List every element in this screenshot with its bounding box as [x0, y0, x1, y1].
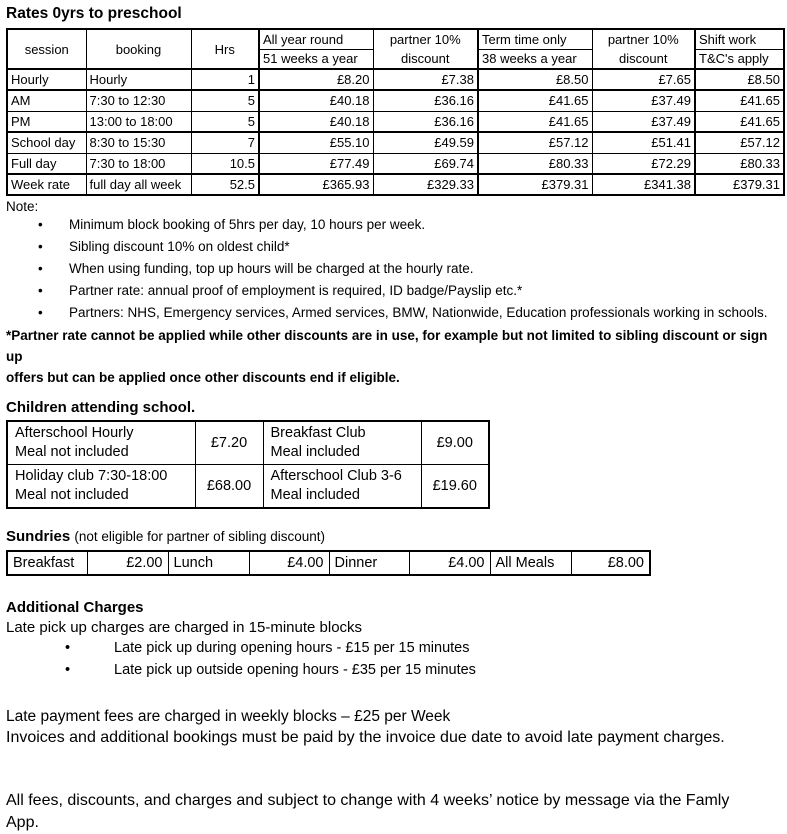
- bullet-icon: [65, 638, 114, 660]
- col-header-partner-discount-2-line1: partner 10%: [607, 32, 679, 47]
- rates-table-body: [7, 69, 784, 195]
- school-service-cell: [263, 465, 421, 509]
- bullet-icon: [38, 236, 69, 258]
- sundries-table: [6, 550, 651, 576]
- bullet-icon: [38, 280, 69, 302]
- cell-price-allyear-partner: £36.16: [373, 111, 478, 132]
- col-header-booking: booking: [86, 29, 191, 69]
- rates-row-am: [7, 90, 784, 111]
- cell-price-allyear-partner: £7.38: [373, 69, 478, 90]
- cell-booking: 13:00 to 18:00: [86, 111, 191, 132]
- col-header-partner-discount-2-line2: discount: [619, 51, 668, 66]
- rates-row-school-day: [7, 132, 784, 153]
- cell-booking: Hourly: [86, 69, 191, 90]
- col-subheader-51-weeks: 51 weeks a year: [259, 49, 373, 69]
- rates-row-full-day: [7, 153, 784, 174]
- rates-table-header: [7, 29, 784, 69]
- school-price-cell: £9.00: [421, 421, 489, 465]
- rates-row-week-rate: [7, 174, 784, 195]
- note-bullet-text: Partner rate: annual proof of employment is required, ID badge/Payslip etc.*: [69, 283, 523, 298]
- note-bullet: [6, 236, 782, 258]
- rates-row-pm: [7, 111, 784, 132]
- school-service-cell: [7, 465, 195, 509]
- sundry-price: £4.00: [249, 551, 329, 575]
- sundry-price: £4.00: [409, 551, 490, 575]
- cell-price-term-partner: £7.65: [592, 69, 695, 90]
- cell-price-allyear-partner: £69.74: [373, 153, 478, 174]
- sundries-row: [7, 551, 650, 575]
- cell-price-term: £8.50: [478, 69, 592, 90]
- late-pickup-bullet-text: Late pick up outside opening hours - £35 per 15 minutes: [114, 661, 476, 678]
- service-name: Holiday club 7:30-18:00: [15, 468, 168, 484]
- cell-price-shift: £41.65: [695, 111, 784, 132]
- late-pickup-bullet-text: Late pick up during opening hours - £15 per 15 minutes: [114, 640, 470, 656]
- cell-price-shift: £80.33: [695, 153, 784, 174]
- bullet-icon: [38, 302, 69, 324]
- cell-price-shift: £8.50: [695, 69, 784, 90]
- col-header-partner-discount-1-line1: partner 10%: [389, 32, 461, 47]
- cell-hrs: 52.5: [191, 174, 259, 195]
- col-header-partner-discount-1: [373, 29, 478, 69]
- service-name: Afterschool Hourly: [15, 425, 134, 441]
- col-header-partner-discount-2: [592, 29, 695, 69]
- col-header-all-year-round: All year round: [259, 29, 373, 49]
- sundry-label: All Meals: [490, 551, 571, 575]
- late-pickup-bullet: [6, 660, 782, 682]
- cell-price-term: £57.12: [478, 132, 592, 153]
- cell-session: School day: [7, 132, 86, 153]
- cell-price-term-partner: £51.41: [592, 132, 695, 153]
- cell-price-allyear: £40.18: [259, 90, 373, 111]
- cell-price-allyear: £55.10: [259, 132, 373, 153]
- col-header-term-time: Term time only: [478, 29, 592, 49]
- note-bullet-text: Minimum block booking of 5hrs per day, 10 hours per week.: [69, 217, 426, 232]
- cell-price-term-partner: £37.49: [592, 111, 695, 132]
- sundries-subtitle: (not eligible for partner of sibling discount): [74, 529, 325, 544]
- bullet-icon: [38, 214, 69, 236]
- note-bullet-text: Partners: NHS, Emergency services, Armed services, BMW, Nationwide, Education professionals working in schools.: [69, 305, 768, 320]
- school-row: [7, 465, 489, 509]
- col-header-partner-discount-1-line2: discount: [401, 51, 450, 66]
- col-subheader-tcs-apply: T&C's apply: [695, 49, 784, 69]
- cell-price-shift: £379.31: [695, 174, 784, 195]
- note-label: Note:: [6, 199, 39, 214]
- note-bullet: [6, 258, 782, 280]
- cell-price-term: £379.31: [478, 174, 592, 195]
- cell-session: Week rate: [7, 174, 86, 195]
- cell-price-term-partner: £72.29: [592, 153, 695, 174]
- sundry-label: Breakfast: [7, 551, 87, 575]
- cell-price-shift: £57.12: [695, 132, 784, 153]
- sundry-price: £2.00: [87, 551, 168, 575]
- cell-hrs: 1: [191, 69, 259, 90]
- cell-price-term-partner: £341.38: [592, 174, 695, 195]
- school-price-cell: £7.20: [195, 421, 263, 465]
- cell-hrs: 5: [191, 111, 259, 132]
- note-bullet: [6, 214, 782, 236]
- bullet-icon: [65, 660, 114, 682]
- cell-price-allyear: £8.20: [259, 69, 373, 90]
- col-header-session: session: [7, 29, 86, 69]
- rates-table: [6, 28, 785, 196]
- col-header-shift-work: Shift work: [695, 29, 784, 49]
- service-meal-note: Meal not included: [15, 444, 129, 460]
- additional-charges-title: Additional Charges: [6, 599, 144, 616]
- late-pickup-intro: Late pick up charges are charged in 15-minute blocks: [6, 619, 363, 636]
- cell-hrs: 5: [191, 90, 259, 111]
- service-name: Breakfast Club: [270, 425, 366, 441]
- partner-rate-note: [6, 325, 782, 388]
- cell-session: Hourly: [7, 69, 86, 90]
- change-notice-line1: All fees, discounts, and charges and subject to change with 4 weeks’ notice by message via the Famly: [6, 792, 730, 809]
- change-notice-line2: App.: [6, 814, 39, 831]
- school-service-cell: [263, 421, 421, 465]
- cell-booking: 7:30 to 12:30: [86, 90, 191, 111]
- cell-booking: full day all week: [86, 174, 191, 195]
- sundry-price: £8.00: [571, 551, 650, 575]
- cell-booking: 7:30 to 18:00: [86, 153, 191, 174]
- cell-price-shift: £41.65: [695, 90, 784, 111]
- cell-price-allyear-partner: £36.16: [373, 90, 478, 111]
- col-header-hrs: Hrs: [191, 29, 259, 69]
- sundries-section-title: [6, 528, 782, 545]
- school-section-title: Children attending school.: [6, 399, 196, 416]
- invoices-text: Invoices and additional bookings must be paid by the invoice due date to avoid late payment charges.: [6, 729, 725, 746]
- cell-price-allyear-partner: £49.59: [373, 132, 478, 153]
- school-price-cell: £68.00: [195, 465, 263, 509]
- school-service-cell: [7, 421, 195, 465]
- school-rates-table: [6, 420, 490, 509]
- cell-price-term-partner: £37.49: [592, 90, 695, 111]
- sundries-title-text: Sundries: [6, 528, 71, 545]
- service-meal-note: Meal not included: [15, 487, 129, 503]
- change-notice-text: [6, 790, 782, 834]
- service-name: Afterschool Club 3-6: [270, 468, 402, 484]
- note-bullet: [6, 302, 782, 324]
- late-payment-fees-text: Late payment fees are charged in weekly blocks – £25 per Week: [6, 708, 451, 725]
- cell-price-term: £41.65: [478, 111, 592, 132]
- school-price-cell: £19.60: [421, 465, 489, 509]
- cell-hrs: 10.5: [191, 153, 259, 174]
- late-pickup-bullet: [6, 638, 782, 660]
- cell-session: PM: [7, 111, 86, 132]
- header-row-1: [7, 29, 784, 49]
- cell-session: AM: [7, 90, 86, 111]
- note-bullet: [6, 280, 782, 302]
- partner-rate-note-line1: *Partner rate cannot be applied while other discounts are in use, for example but not limited to sibling discount or sign up: [6, 328, 768, 364]
- cell-booking: 8:30 to 15:30: [86, 132, 191, 153]
- cell-price-allyear: £40.18: [259, 111, 373, 132]
- bullet-icon: [38, 258, 69, 280]
- cell-price-term: £41.65: [478, 90, 592, 111]
- cell-price-allyear: £365.93: [259, 174, 373, 195]
- sundry-label: Dinner: [329, 551, 409, 575]
- service-meal-note: Meal included: [270, 444, 360, 460]
- note-bullet-text: When using funding, top up hours will be charged at the hourly rate.: [69, 261, 474, 276]
- cell-price-allyear: £77.49: [259, 153, 373, 174]
- note-bullet-text: Sibling discount 10% on oldest child*: [69, 239, 290, 254]
- rates-title: Rates 0yrs to preschool: [6, 5, 182, 22]
- cell-session: Full day: [7, 153, 86, 174]
- school-row: [7, 421, 489, 465]
- rates-row-hourly: [7, 69, 784, 90]
- service-meal-note: Meal included: [270, 487, 360, 503]
- cell-hrs: 7: [191, 132, 259, 153]
- cell-price-term: £80.33: [478, 153, 592, 174]
- cell-price-allyear-partner: £329.33: [373, 174, 478, 195]
- col-subheader-38-weeks: 38 weeks a year: [478, 49, 592, 69]
- partner-rate-note-line2: offers but can be applied once other discounts end if eligible.: [6, 370, 400, 385]
- sundry-label: Lunch: [168, 551, 249, 575]
